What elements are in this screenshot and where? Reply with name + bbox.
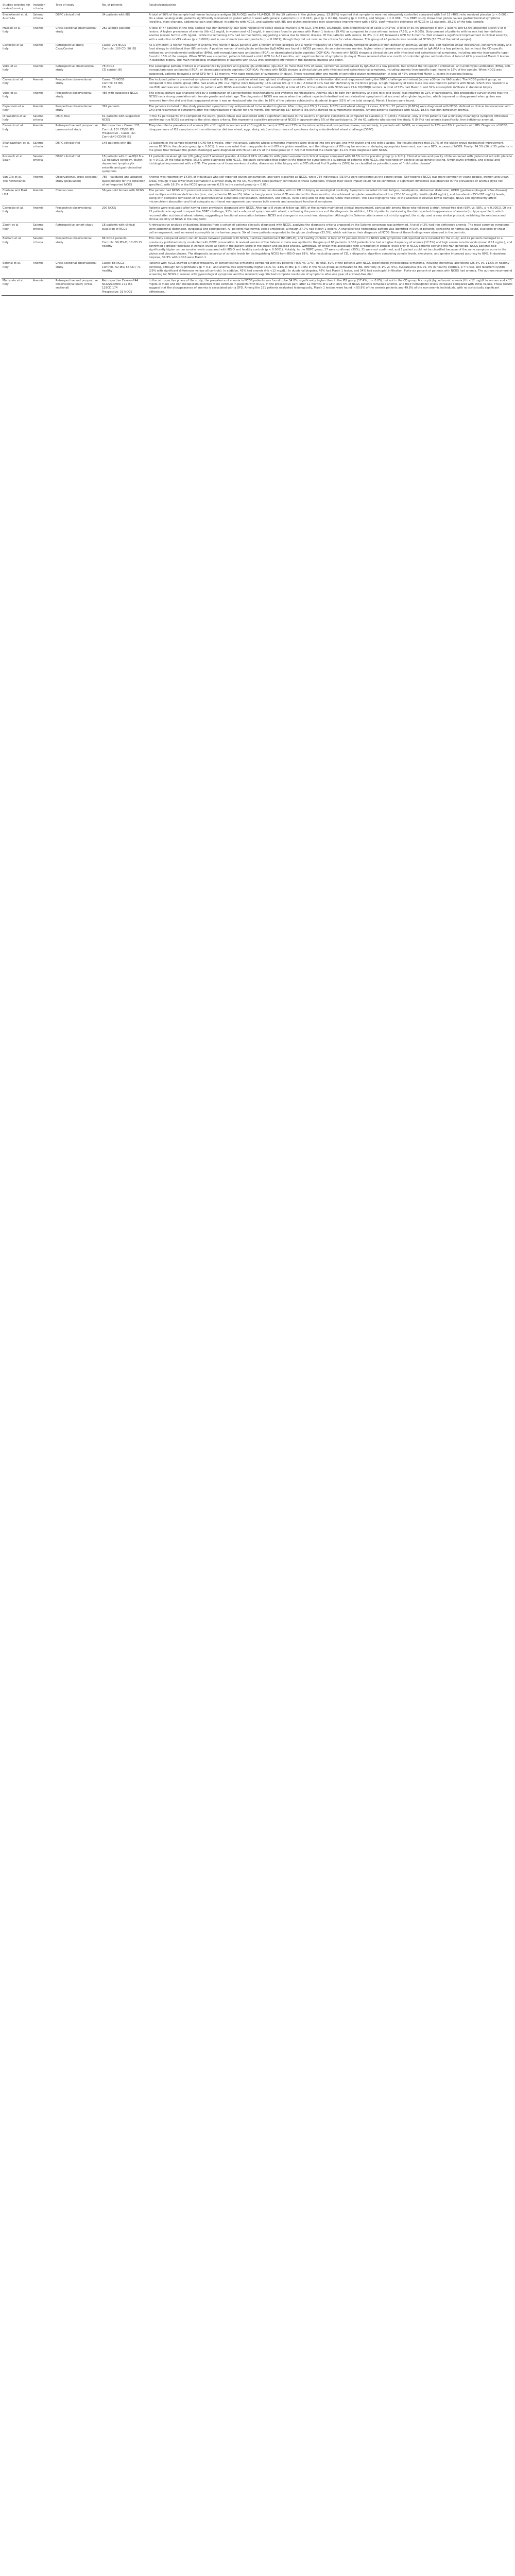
results-cell: In the 59 participants who completed the study, gluten intake was associated with a significant increase in the severity of general symptoms as compared to placebo (p = 0.034). However, only 3 of 59 patients had a clinically meaningful symptom difference confirming true NCGS according to the strict study criteria. This represents a positive prevalence of NCGS in approximately 5% of the participants. Of the 61 patients who started the study, 6 (9.8%) had anemia (specifically, iron deficiency anemia). [148,114,513,124]
study-cell [2,206,32,223]
patients-line: 785 – validated and adapted questionnaire for the detection of self-reported NCGS [102,176,145,187]
table-row [2,26,513,43]
table-row [2,124,513,141]
type-cell: Cross-sectional observational study [55,261,101,278]
study-author: Capannolo et al. [3,105,26,108]
study-country: Italy [3,265,9,269]
patients-line: Cases: 276 NCGS [102,44,126,47]
study-country: USA [3,193,9,196]
results-cell: 11 patients received gluten (20 g/day) and 7 received placebo. A total of 91% of patients with gluten experienced clinical relapse compared with 28.5% in the placebo group (p = 0.01). Clinical scores and quality of life worsened with gluten but not with placebo (p < 0.01). Of the total sample, 55.5% were diagnosed with NCGS. The study concluded that gluten is the trigger for symptoms in a subgroup of patients with NCGS, characterized by positive celiac genetic testing, lymphocytic enteritis, and clinical and histological improvement with a GFD. The presence of tissue markers of celiac disease on initial biopsy with a GFD allowed 9 of 9 patients (50%) to be classified as potential cases of "mild celiac disease". [148,154,513,175]
study-author: Biesiekierski et al. [3,13,28,16]
patients-line: 18 patients with clinical suspicion of NCGS [102,224,135,231]
study-author: Carroccio et al. [3,78,24,81]
results-cell: A total of 77 patients in the total sample had iron deficiency, but were negative for celiac disease markers (anti-AGA, anti-EMA, DQ2/DQ8), with predominance of allele DQA1*05. A total of 36.4% presented Marsh 1 lesions and 63.6% presented Marsh 0 or 0 lesions. A higher prevalence of anemia (Hb <12 mg/dL in women and <13 mg/dL in men) was found in patients with Marsh 1 lesions (19.4%) as compared to those without lesions (7.5%, p = 0.005). Sixty percent of patients with lesions had iron-deficient anemia (serum ferritin <25 ng/mL), while the remaining 40% had normal ferritin, suggesting anemia due to chronic disease. Of the patients with lesions, 62.8% (n = 48) followed a GFD for 6 months. Diet showed a significant improvement in clinical severity, with a reduction in VAS values (p < 0.0001) and in use of medicines and products (p < 0.0001), though they did not reverse the criteria for celiac disease. This group of 48 patients was considered NCGS (16.7% of the initial sample). [148,26,513,43]
table-row [2,43,513,64]
patients-line: 61 patients with suspected NCGS [102,114,140,122]
patients-line: Controls: 100 CD; 50 IBS [102,47,136,51]
patients-line: CD: 50 [102,86,112,89]
results-cell: As a symptom, a higher frequency of anemia was found in NCGS patients with a history of food allergies and a higher frequency of anemia (mostly ferropenic anemia or iron deficiency anemia), weight loss, self-reported wheat intolerance, concurrent atopy and food allergy in childhood than IBS controls. A positive marker of anti-gliadin antibodies (IgG-AGA) was found in NCGS patients. As an autoimmune marker, higher rates of anemia were accompanied by IgA-AGA in a few patients, but without the CD-specific antibodies: anti-endomysial antibodies (EMA), anti-transglutaminase antibodies (tTGA), or deamidated gliadin peptides (DGP-IGA). Patients with NCGS showed a clinical picture with intestinal and extraintestinal symptoms, including anemia (non-specific type) found in 15% of the sample. When NCGS was suspected, patients followed a strict GFD for 6–12 months, with rapid resolution of symptoms (in days). These recurred after one month of controlled gluten reintroduction. A total of 42% presented Marsh 1 lesions in duodenal biopsy. The main histological characteristic of patients with NCGS was eosinophil infiltration in the duodenal mucosa and colon. [148,43,513,64]
criteria-cell: Anemia [32,189,55,206]
study-cell [2,261,32,278]
study-author: Zanini et al. [3,224,20,227]
criteria-cell: Anemia [32,278,55,295]
patients-line: Cases: 88 NCGS [102,262,125,265]
study-country: Italy [3,118,9,122]
table-header [2,3,513,12]
patients-cell [101,43,148,64]
table-row [2,223,513,236]
type-cell: DBPC clinical trial [55,12,101,26]
study-cell [2,236,32,261]
table-row [2,236,513,261]
study-author: Rosinach et al. [3,155,23,158]
patients-cell [101,114,148,124]
patients-cell [101,64,148,77]
study-author: Carroccio et al. [3,124,24,128]
results-cell: Anemia was reported by 14.8% of individuals who self-reported gluten consumption, and were classified as NCGS, while 734 individuals (93.5%) were considered as the control group. Self-reported NCGS was more common in young people, women and urban areas, though it was lower than estimated in a similar study in the UK. FODMAPs could partially contribute to these symptoms, though their exact impact could not be confirmed. A significant difference was observed in the prevalence of anemia (type not specified), with 16.3% in the NCGS group versus 6.1% in the control group (p < 0.01). [148,175,513,189]
criteria-cell: Salerno criteria [32,114,55,124]
patients-line: 34 patients with IBS [102,13,130,16]
table-row [2,206,513,223]
patients-line: 486 with suspected NCGS [102,91,138,95]
study-country: Italy [3,82,9,86]
patients-cell [101,12,148,26]
header-row [2,3,513,12]
criteria-cell: Anemia [32,206,55,223]
document [0,0,515,296]
criteria-cell: Anemia [32,26,55,43]
study-author: Carroccio et al. [3,206,24,210]
patients-line: 86 NCGS patients [102,237,127,241]
table-row [2,261,513,278]
patients-line: CD control: 80 [102,69,122,72]
table-row [2,77,513,91]
studies-table [2,3,513,296]
study-cell [2,64,32,77]
study-cell [2,223,32,236]
criteria-cell: Anemia [32,261,55,278]
patients-line: Controls: 59 IBS-D; 10 CD 25 healthy [102,241,142,248]
type-cell: Prospective observational study [55,77,101,91]
table-row [2,175,513,189]
type-cell: Observational, cross-sectional study (population) [55,175,101,189]
study-author: Di Sabatino et al. [3,114,27,118]
patients-line: 200 NCGS [102,206,116,210]
header-patients: No. of patients [101,3,148,12]
type-cell: Retrospective and prospective case-control study [55,124,101,141]
table-row [2,91,513,104]
table-row [2,104,513,114]
criteria-cell: Anemia [32,77,55,91]
table-row [2,141,513,154]
patients-cell [101,91,148,104]
type-cell: Retrospective cohort study [55,223,101,236]
patients-cell [101,26,148,43]
type-cell: Prospective observational study [55,206,101,223]
type-cell: Retrospective observational study [55,64,101,77]
study-author: Coetzee and Mari [3,189,27,193]
study-country: Italy [3,210,9,214]
header-type: Type of study [55,3,101,12]
criteria-cell: Salerno criteria [32,236,55,261]
patients-cell [101,77,148,91]
type-cell: Prospective observational study [55,91,101,104]
study-cell [2,114,32,124]
study-country: Italy [3,227,9,231]
patients-line: 392 patients [102,105,119,108]
study-country: Italy [3,69,9,72]
results-cell: Patients with NCGS showed a higher frequency of extraintestinal symptoms compared with IBS patients (45% vs. 17%). In total, 59% of the patients with NCGS experienced gynecological symptoms, including menstrual alterations (26.5% vs. 11.5% in healthy controls), although not significantly (p = 0.1), and anemia was significantly higher (21% vs. 3.8% in IBS; p < 0.05) in the NCGS group as compared to IBS. Infertility (3.1% vs. 0%), dyspareunia (6% vs. 0% in healthy controls, p = 0.03), and recurrent cystitis (29% with significant differences versus all controls). In addition, 43% had anemia (Hb <12 mg/dL). In duodenal biopsies, 48% had Marsh 1 lesion, and 34% had eosinophil infiltration. Forty-six percent of patients with NCGS had anemia. The authors recommend screening for NCGS in women with gynecological symptoms and the recurrent vaginitis had complete resolution of symptoms after one year of a wheat-free diet. [148,261,513,278]
study-country: The Netherlands [3,179,26,183]
table-row [2,12,513,26]
patients-line: Retrospective – Cases: 131; Control: 101 CD/50 IBS. [102,124,141,131]
study-cell [2,175,32,189]
results-cell: The clinical picture was characterized by a combination of gastrointestinal manifestations and systemic manifestations. Anemia (due to both iron deficiency and low folic acid levels) was reported in 22% of participants. This prospective survey shows that the NCGS has a strong correlation with female gender and adult age. The diagnosis of NCGS was made when the patient reported intestinal and extraintestinal symptoms that occurred after gluten ingestion, which improved or disappeared when gluten was removed from the diet and that reappeared when it was reintroduced into the diet. In 16% of the patients subjected to duodenal biopsy (82% of the total sample), Marsh 1 lesions were found. [148,91,513,104]
study-author: Sorensi et al. [3,262,21,265]
type-cell: DBPC trial [55,114,101,124]
study-country: Iran [3,145,8,148]
study-country: Italy [3,109,9,112]
study-author: Van Gils et al. [3,176,22,179]
patients-cell [101,154,148,175]
results-cell: Patients were evaluated after having been previously diagnosed with NCGS. After up to 8 years of follow-up, 88% of the sample maintained clinical improvement, particularly among those who followed a strict, wheat-free diet (98% vs. 58%, p < 0.0001). Of the 22 patients who agreed to repeat the DBPC challenge, 91% had a relapse of symptoms with wheat, confirming the persistence of the diagnosis. In addition, 21% of patients maintaining the diet reported disappearance of anemia (no type specified), which recurred after accidental wheat intakes, suggesting a functional association between NCGS and changes in micronutrient absorption. Although the Salerno criteria were not strictly applied, the study used a very similar protocol, validating the existence and clinical stability of NCGS in the long term. [148,206,513,223]
criteria-cell: Anemia [32,175,55,189]
study-country: Italy [3,95,9,99]
patients-line: Cases: 75 NCGS [102,78,125,81]
results-cell: A retrospective analysis of duodenal biopsies from a cohort of patients clinically diagnosed with NCGS, applying the diagnostic criteria proposed by the Salerno consensus was performed. A total of 2% had iron deficiency anemia. The most common symptoms were abdominal distension, dyspepsia and constipation. All patients had normal celiac antibodies, although 27.7% had Marsh 1 lesions. A characteristic histological pattern was identified in 50% of patients, consisting of normal IEL count, clustered or linear T cell arrangement, and increased eosinophils in the lamina propria. Six of these patients responded to the gluten challenge (33.3%), which reinforces their diagnosis of NCGS. None of these findings were observed in the controls. [148,223,513,236]
results-cell: The patient had NCGS with persistent anemia (due to iron deficiency) for more than two decades, with no CD on biopsy or serological positivity. Symptoms included chronic fatigue, constipation, abdominal distension, GERD (gastroesophageal reflux disease) and multiple nutritional deficiencies (iron, zinc, vitamins B6 and D). When a low glycemic index GFD was started for three months, she achieved complete normalization of iron (37–100 mcg/dL), ferritin (4–61 ng/mL), and transferrin (253–287 mg/dL) levels, along with complete remission of her gastrointestinal symptoms (constipation, distension, and reflux), even being able to stop taking GERD medication. This case highlights how, in the absence of obvious bowel damage, NCGS can significantly affect micronutrient absorption and that adequate nutritional management can reverse both anemia and associated functional symptoms. [148,189,513,206]
study-country: Italy [3,241,9,244]
study-cell [2,12,32,26]
results-cell: This study compared serum zonulin levels between patients with NCGS, diarrhea-predominant IBS (IBS-D), and healthy controls. A total of 37 patients from the NCGS with symptoms self-reported were included for the study, and 49 patients belonged to a previously published study conducted with DBPC provocation. A revised version of the Salerno criteria was applied to the group of 86 patients. NCGS patients who had a higher frequency of anemia (17.5%) and high serum zonulin levels (mean 0.11 ng/mL), and confirmed a greater decrease in zonulin levels as seen in the patient score in the gluten and placebo phases. Withdrawal of wheat was associated with a reduction in zonulin levels only in NCGS patients carrying the HLA genotype. NCGS patients had significantly higher serum zonulin levels compared with IBS-D and healthy controls (p < 0.0001). Notably, in the DBPC group, 27 were confirmed (55%), 21 were not confirmed, and 1 patient could not be classified because of the same symptom score in the gluten and placebo phases. The diagnostic accuracy of zonulin levels for distinguishing NCGS from IBS-D was 81%. After excluding cases of CD, a diagnostic algorithm combining zonulin levels, symptoms, and gender improved accuracy to 89%. In duodenal biopsies, 34.9% with NCGS were Marsh 1. [148,236,513,261]
study-country: Italy [3,47,9,51]
results-cell: The patients included in the study presented symptoms they self-perceived to be related to gluten. After ruling out CD (26 cases, 6.62%) and wheat allergy (2 cases, 0.51%), 27 patients (6.88%) were diagnosed with NCGS, defined as clinical improvement with GFD and recurrence of symptoms after the reintroduction of gluten for one month. The remaining 337 patients (85.96%) showed no symptomatic changes. Among patients diagnosed with NCGS, 18.5% had iron deficiency anemia. [148,104,513,114]
criteria-cell: Anemia [32,124,55,141]
patients-line: Control: 65 IBS [102,82,123,86]
study-author: Mansueto et al. [3,279,24,282]
header-criteria: Inclusion criteria [32,3,55,12]
criteria-cell: Anemia [32,104,55,114]
results-cell: The included patients presented symptoms similar to IBS and a positive wheat (and gluten) challenge consistent with the elimination diet and reappeared during the DBPC challenge with wheat (scores ≥30 on the VAS scale). The NCGS patient group, as compared to the control group (IBS), had anemia (Hb <12 mg/dL) more frequently: 16% versus 6% (p = 0.02). A total of 40% had iron deficiency in the NCGS group. A high frequency of bone mass loss was found in patients with NCGS, which was related to a low BMI, and was also more common in patients with NCGS associated to another food sensitivity. A total of 41% of the patients with NCGS were HLA DQ2/DQ8 carriers. A total of 52% had Marsh 1 and 32% eosinophilic infiltrate in duodenal biopsy. [148,77,513,91]
type-cell: DBPC clinical trial [55,141,101,154]
type-cell: Prospective observational study [55,236,101,261]
patients-cell [101,278,148,295]
table-row [2,64,513,77]
patients-cell [101,189,148,206]
patients-line: 56-year-old female with NCGS [102,189,144,193]
study-cell [2,141,32,154]
patients-line: Retrospective Cases—244 NCGS/Control 171 IBS 129CD:174 [102,279,139,290]
study-cell [2,43,32,64]
type-cell: Prospective observational study [55,104,101,114]
patients-cell [101,104,148,114]
study-cell [2,154,32,175]
patients-cell [101,141,148,154]
study-country: Italy [3,30,9,34]
patients-line: 78 NCGS [102,64,114,68]
criteria-cell: Anemia [32,91,55,104]
header-results: Results/conclusions [148,3,513,12]
table-row [2,114,513,124]
study-country: Italy [3,128,9,131]
type-cell: Retrospective and prospective observational study (cross-sectional) [55,278,101,295]
study-cell [2,124,32,141]
patients-cell [101,124,148,141]
study-author: Shahbazkhani et al. [3,141,30,145]
criteria-cell: Salerno criteria [32,12,55,26]
patients-cell [101,206,148,223]
study-cell [2,77,32,91]
type-cell: Cross-sectional observational study [55,26,101,43]
criteria-cell: Salerno criteria [32,141,55,154]
results-cell: 72 patients in the sample followed a GFD for 6 weeks. After this phase, patients whose symptoms improved were divided into two groups: one with gluten and one with placebo. The results showed that 25.7% of the gluten group maintained improvement, versus 83.9% in the placebo group (p < 0.001). It was concluded that many patients with IBS are gluten sensitive, and that diagnosis of IBS may be erroneous, delaying appropriate treatment, such as a GFD, in cases of NCGS. Finally, 74.3% (26 of 35 patients in the group that followed the gluten challenge) were diagnosed with NCGS (18.1% of the total group (n = 72) that followed the challenge; 31.1% were diagnosed with NCGS. [148,141,513,154]
table-row [2,189,513,206]
header-study: Studies selected for review/country [2,3,32,12]
criteria-cell: Anemia [32,64,55,77]
criteria-cell: Salerno criteria [32,154,55,175]
patients-cell [101,236,148,261]
table-row [2,278,513,295]
patients-line: 18 patients with HLA-DQ2.8 + CD-negative serology, gluten-dependent lymphocytic enteritis and gastrointestinal symptoms [102,155,144,174]
study-country: Spain [3,159,11,162]
type-cell: Clinical case [55,189,101,206]
patients-line: Prospective: 31 NCGS [102,290,132,294]
study-author: Volta et al. [3,91,18,95]
results-cell: The serological pattern of NCGS is characterized by positive anti-gliadin IgG antibodies (IgG-AGA) in more than 50% of cases, sometimes accompanied by IgA-AGA in a few patients, but without the CD-specific antibodies: anti-endomysial antibodies (EMA), anti-transglutaminase antibodies (tTGA), or deamidated gliadin peptides (DGP-IGA). Patients with NCGS showed a clinical picture with intestinal and extraintestinal symptoms, including anemia (non-specific type) found in 15% of the sample. When NCGS was suspected, patients followed a strict GFD for 6–12 months, with rapid resolution of symptoms (in days). These recurred after one month of controlled gluten reintroduction. A total of 42% presented Marsh 1 lesions in duodenal biopsy. [148,64,513,77]
patients-cell [101,261,148,278]
patients-line: 282 allergic patients [102,26,131,30]
results-cell: In the retrospective phase of the study, the prevalence of anemia in NCGS patients was found to be 34.8%, significantly higher than in the IBS group (17.4%, p < 0.05), but not in the CD group. Microcytic/hypochromic anemia (Hb <12 mg/dL in women and <13 mg/dL in men) and iron metabolism disorders were common in patients with NCGS. In the prospective part, after 12 months of a GFD, only 6% of NCGS patients remained anemic, and their hemoglobin levels increased compared with initial values. These results suggest that the disappearance of anemia is associated with a GFD. Among the 151 patients evaluated histologically, Marsh 1 lesions were found in 50.9% of the anemia patients and 49.8% of the non-anemic individuals, with no statistically significant differences. [148,278,513,295]
study-country: Italy [3,283,9,286]
patients-cell [101,223,148,236]
criteria-cell: Anemia [32,43,55,64]
type-cell: Retrospective study; Case/Control [55,43,101,64]
study-cell [2,278,32,295]
study-cell [2,104,32,114]
results-cell: They identified a prevalence of anemia (Hb <12 mg/dL in women and <13 mg/dL in men) of 27% and 33% in the retrospective and prospective phases, respectively, in patients with NCGS, as compared to 12% and 8% in patients with IBS. Diagnosis of NCGS: disappearance of IBS symptoms with an elimination diet (no wheat, eggs, dairy, etc.) and recurrence of symptoms during a double-blind wheat challenge (DBPC). [148,124,513,141]
study-cell [2,26,32,43]
patients-line: 148 patients with IBS [102,141,132,145]
criteria-cell: Salerno criteria [32,223,55,236]
patients-line: Controls: 52 IBS/ 56 CD / 71 healthy [102,265,141,273]
study-author: Barbaro et al. [3,237,22,241]
patients-line: Prospective – Cases: 42; Control:40 CD/50 IBS [102,131,136,139]
study-cell [2,189,32,206]
table-row [2,154,513,175]
study-cell [2,91,32,104]
results-cell: A total of 56% of the sample had human leukocyte antigen (HLA)-DQ2 and/or HLA-DQ8. Of the 19 patients in the gluten group, 13 (68%) reported that symptoms were not adequately controlled compared with 6 of 15 (40%) who received placebo (p < 0.001). On a visual analog scale, patients significantly worsened on gluten within 1 week with general symptoms (p = 0.047), pain (p = 0.016), bloating (p = 0.031), and fatigue (p = 0.001). This DBPC study shows that gluten causes gastrointestinal symptoms (swelling, stool changes, abdominal pain and fatigue) in patients with NCGS, and patients with IBS and gluten intolerance may experience improvement with a GFD, confirming the existence of NCGS in 13 patients, 38.2% of the total sample. [148,12,513,26]
table-body [2,12,513,295]
study-author: Volta et al. [3,64,18,68]
study-author: Massari et al. [3,26,21,30]
patients-cell [101,175,148,189]
study-author: Carroccio et al. [3,44,24,47]
study-country: Australia [3,17,15,21]
type-cell: DBPC clinical trial [55,154,101,175]
